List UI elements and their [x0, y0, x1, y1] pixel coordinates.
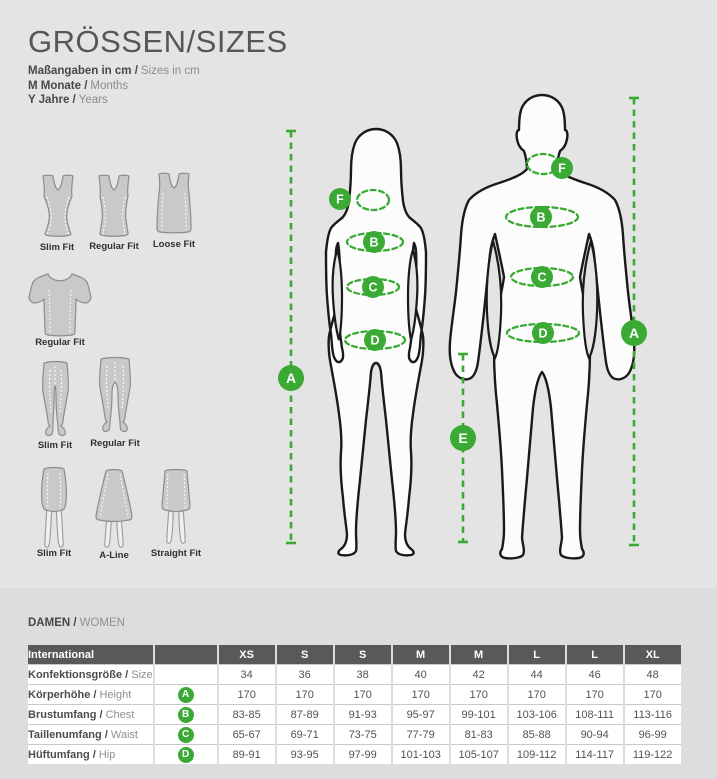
skirt-aline-icon	[96, 470, 132, 548]
skirt-straight-icon	[162, 470, 190, 544]
cell: 83-85	[219, 704, 275, 724]
cell: 73-75	[335, 724, 391, 744]
cell: 46	[567, 664, 623, 684]
cell: 40	[393, 664, 449, 684]
row-waist	[28, 724, 681, 744]
tshirt-regular-icon	[29, 274, 91, 336]
cell: 109-112	[509, 744, 565, 764]
svg-text:D: D	[538, 326, 548, 341]
badge-a: A	[178, 687, 194, 703]
row-size	[28, 664, 681, 684]
cell: 34	[219, 664, 275, 684]
marker-f-male	[551, 157, 573, 179]
cell: 48	[625, 664, 681, 684]
male-arm-gap-right	[583, 241, 597, 358]
cell: 77-79	[393, 724, 449, 744]
male-arm-gap-left	[487, 241, 501, 358]
row-size-marker	[155, 664, 217, 684]
svg-text:F: F	[336, 192, 344, 207]
tank-slim-label: Slim Fit	[39, 242, 75, 253]
pants-slim-label: Slim Fit	[37, 440, 73, 451]
svg-text:C: C	[537, 270, 547, 285]
cell: 170	[335, 684, 391, 704]
cell: 114-117	[567, 744, 623, 764]
header-size-xl: XL	[625, 645, 681, 664]
cell: 119-122	[625, 744, 681, 764]
row-waist-marker	[155, 724, 217, 744]
marker-a-female-line	[278, 365, 304, 391]
cell: 93-95	[277, 744, 333, 764]
svg-text:B: B	[369, 235, 379, 250]
cell: 170	[219, 684, 275, 704]
row-size-label: Konfektionsgröße / Size	[28, 664, 153, 684]
cell: 101-103	[393, 744, 449, 764]
cell: 69-71	[277, 724, 333, 744]
svg-text:A: A	[285, 370, 297, 386]
tank-slim-icon	[43, 175, 73, 236]
female-height-line	[286, 131, 296, 543]
badge-c: C	[178, 727, 194, 743]
row-hip	[28, 744, 681, 764]
marker-e-inseam	[450, 425, 476, 451]
cell: 170	[625, 684, 681, 704]
header-size-l2: L	[567, 645, 623, 664]
marker-c-male	[531, 266, 553, 288]
marker-a-male-line	[621, 320, 647, 346]
cell: 36	[277, 664, 333, 684]
row-height	[28, 684, 681, 704]
row-waist-label: Taillenumfang / Waist	[28, 724, 153, 744]
cell: 85-88	[509, 724, 565, 744]
cell: 87-89	[277, 704, 333, 724]
cell: 65-67	[219, 724, 275, 744]
legend-line-cm: Maßangaben in cm / Sizes in cm	[28, 65, 200, 77]
cell: 81-83	[451, 724, 507, 744]
cell: 96-99	[625, 724, 681, 744]
header-size-l1: L	[509, 645, 565, 664]
row-hip-label: Hüftumfang / Hip	[28, 744, 153, 764]
cell: 170	[509, 684, 565, 704]
tank-loose-icon	[157, 173, 191, 233]
header-international: International	[28, 645, 153, 664]
badge-d: D	[178, 747, 194, 763]
cell: 90-94	[567, 724, 623, 744]
cell: 105-107	[451, 744, 507, 764]
tank-regular-label: Regular Fit	[89, 241, 139, 252]
skirt-slim-icon	[42, 468, 67, 548]
row-height-label: Körperhöhe / Height	[28, 684, 153, 704]
header-size-s2: S	[335, 645, 391, 664]
row-chest-marker	[155, 704, 217, 724]
skirt-aline-label: A-Line	[99, 550, 129, 561]
cell: 42	[451, 664, 507, 684]
pants-regular-icon	[100, 358, 131, 432]
header-size-m1: M	[393, 645, 449, 664]
marker-c-female	[362, 276, 384, 298]
skirt-slim-label: Slim Fit	[36, 548, 72, 559]
marker-b-female	[363, 231, 385, 253]
legend-line-years: Y Jahre / Years	[28, 94, 108, 106]
marker-b-male	[530, 206, 552, 228]
cell: 38	[335, 664, 391, 684]
row-hip-marker	[155, 744, 217, 764]
pants-regular-label: Regular Fit	[90, 438, 140, 449]
svg-text:C: C	[368, 280, 378, 295]
women-sizes-table	[26, 645, 683, 764]
cell: 108-111	[567, 704, 623, 724]
cell: 103-106	[509, 704, 565, 724]
header-size-xs: XS	[219, 645, 275, 664]
tank-regular-icon	[99, 175, 129, 236]
section-title: DAMEN / WOMEN	[28, 617, 125, 629]
tank-loose-label: Loose Fit	[152, 239, 196, 250]
cell: 170	[567, 684, 623, 704]
cell: 170	[393, 684, 449, 704]
row-height-marker	[155, 684, 217, 704]
women-sizes-section	[0, 588, 717, 779]
cell: 113-116	[625, 704, 681, 724]
garments	[29, 173, 191, 547]
marker-f-female	[329, 188, 351, 210]
cell: 97-99	[335, 744, 391, 764]
tshirt-regular-label: Regular Fit	[35, 337, 85, 348]
svg-text:B: B	[536, 210, 546, 225]
row-chest	[28, 704, 681, 724]
cell: 99-101	[451, 704, 507, 724]
svg-text:E: E	[458, 430, 468, 446]
cell: 95-97	[393, 704, 449, 724]
svg-text:F: F	[558, 161, 566, 176]
svg-text:D: D	[370, 333, 380, 348]
cell: 170	[277, 684, 333, 704]
badge-b: B	[178, 707, 194, 723]
header-size-m2: M	[451, 645, 507, 664]
marker-d-male	[532, 322, 554, 344]
svg-text:A: A	[628, 325, 640, 341]
header-marker-col	[155, 645, 217, 664]
row-chest-label: Brustumfang / Chest	[28, 704, 153, 724]
marker-d-female	[364, 329, 386, 351]
header-size-s1: S	[277, 645, 333, 664]
cell: 44	[509, 664, 565, 684]
table-header-row	[28, 645, 681, 664]
legend-line-months: M Monate / Months	[28, 79, 129, 92]
page-title: GRÖSSEN/SIZES	[28, 24, 288, 59]
cell: 89-91	[219, 744, 275, 764]
cell: 91-93	[335, 704, 391, 724]
pants-slim-icon	[43, 362, 69, 436]
skirt-straight-label: Straight Fit	[150, 548, 202, 559]
cell: 170	[451, 684, 507, 704]
